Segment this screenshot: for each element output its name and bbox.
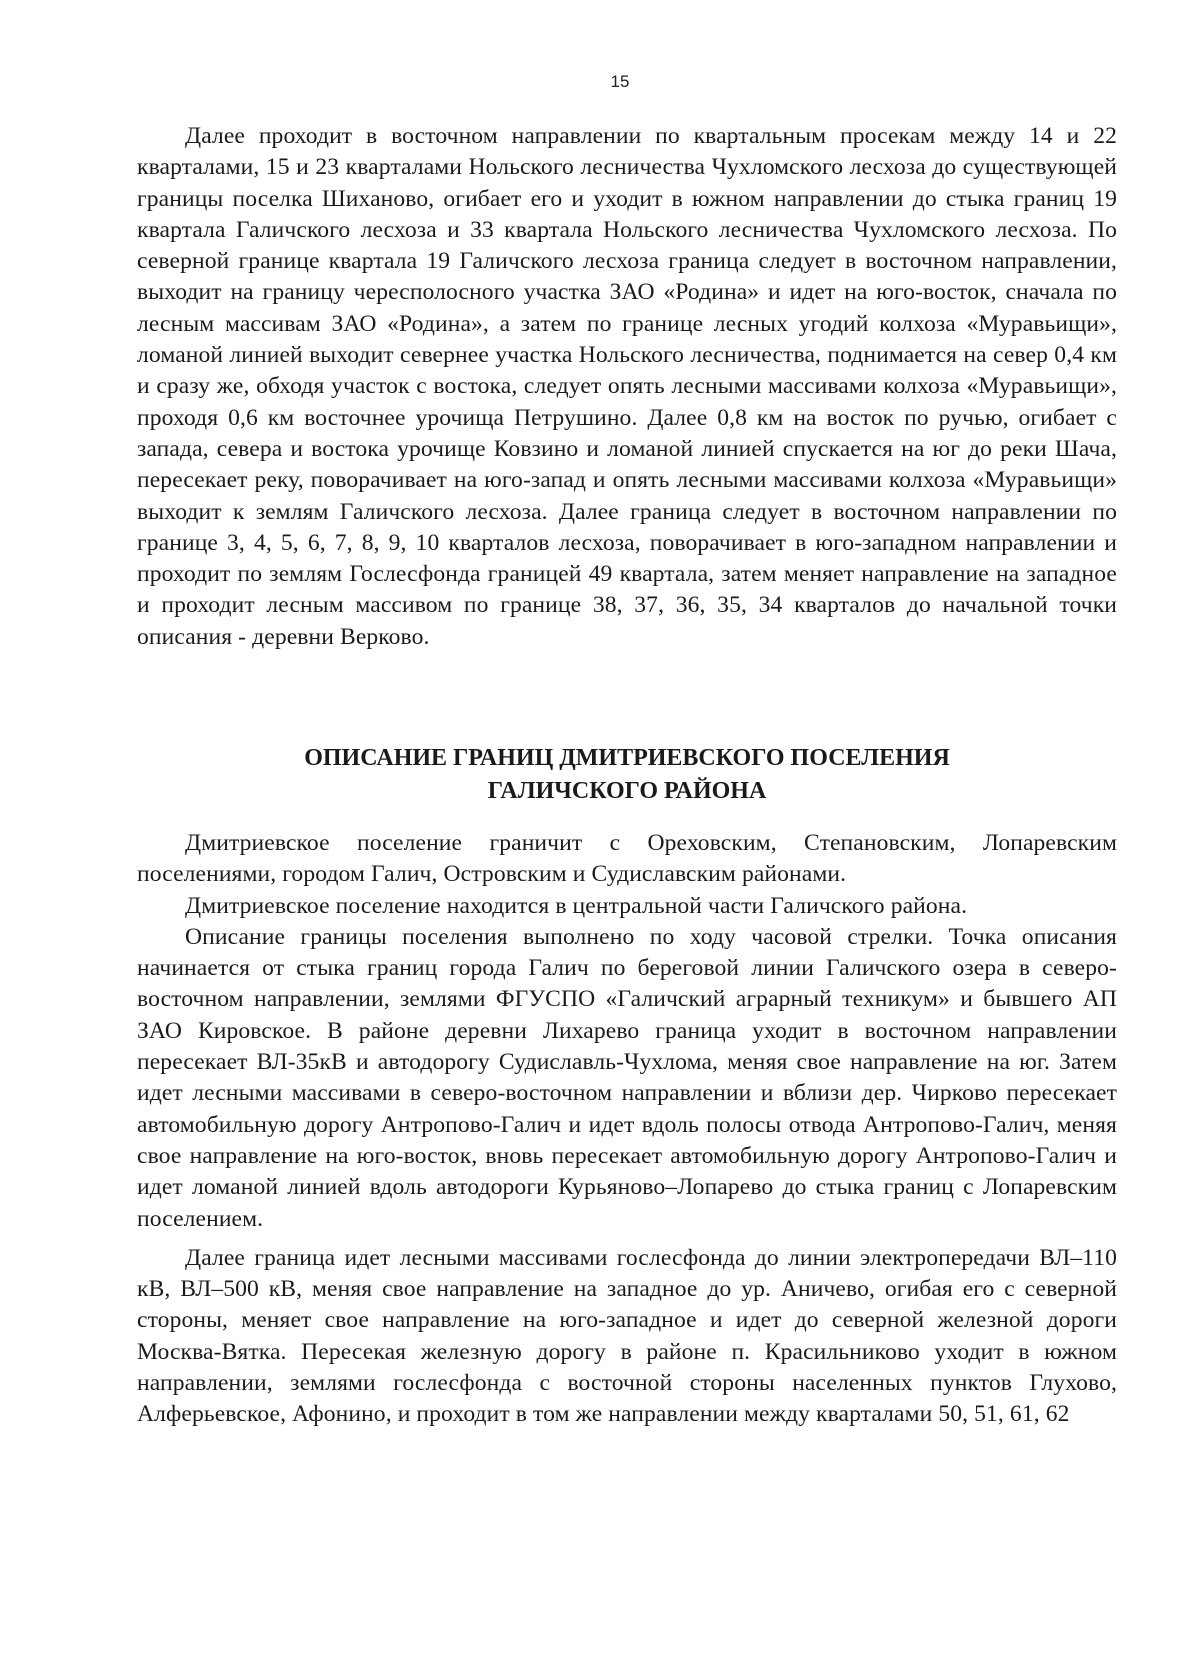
section-heading-line-1: ОПИСАНИЕ ГРАНИЦ ДМИТРИЕВСКОГО ПОСЕЛЕНИЯ (304, 745, 950, 771)
section-heading (137, 742, 1117, 808)
page-number: 15 (610, 72, 630, 91)
section-body (137, 828, 1117, 1431)
paragraph-boundary-start: Описание границы поселения выполнено по ходу часовой стрелки. Точка описания начинается от стыка границ города Галич по береговой линии Галичского озера в северо-восточном направлении, землями ФГУСПО «Галичский аграрный техникум» и бывшего АП ЗАО Кировское. В районе деревни Лихарево граница уходит в восточном направлении пересекает ВЛ-35кВ и автодорогу Судиславль-Чухлома, меняя свое направление на юг. Затем идет лесными массивами в северо-восточном направлении и вблизи дер. Чирково пересекает автомобильную дорогу Антропово-Галич и идет вдоль полосы отвода Антропово-Галич, меняя свое направление на юго-восток, вновь пересекает автомобильную дорогу Антропово-Галич и идет ломаной линией вдоль автодороги Курьяново–Лопарево до стыка границ с Лопаревским поселением. (137, 923, 1117, 1232)
continued-paragraph-block (137, 121, 1117, 653)
paragraph-boundary-continue: Далее граница идет лесными массивами гослесфонда до линии электропередачи ВЛ–110 кВ, ВЛ–500 кВ, меняя свое направление на западное до ур. Аничево, огибая его с северной стороны, меняет свое направление на юго-западное и идет до северной железной дороги Москва-Вятка. Пересекая железную дорогу в районе п. Красильниково уходит в южном направлении, землями гослесфонда с восточной стороны населенных пунктов Глухово, Алферьевское, Афонино, и проходит в том же направлении между кварталами 50, 51, 61, 62 (137, 1244, 1117, 1428)
continued-paragraph: Далее проходит в восточном направлении по квартальным просекам между 14 и 22 кварталами, 15 и 23 кварталами Нольского лесничества Чухломского лесхоза до существующей границы поселка Шиханово, огибает его и уходит в южном направлении до стыка границ 19 квартала Галичского лесхоза и 33 квартала Нольского лесничества Чухломского лесхоза. По северной границе квартала 19 Галичского лесхоза граница следует в восточном направлении, выходит на границу чересполосного участка ЗАО «Родина» и идет на юго-восток, сначала по лесным массивам ЗАО «Родина», а затем по границе лесных угодий колхоза «Муравьищи», ломаной линией выходит севернее участка Нольского лесничества, поднимается на север 0,4 км и сразу же, обходя участок с востока, следует опять лесными массивами колхоза «Муравьищи», проходя 0,6 км восточнее урочища Петрушино. Далее 0,8 км на восток по ручью, огибает с запада, севера и востока урочище Ковзино и ломаной линией спускается на юг до реки Шача, пересекает реку, поворачивает на юго-запад и опять лесными массивами колхоза «Муравьищи» выходит к землям Галичского лесхоза. Далее граница следует в восточном направлении по границе 3, 4, 5, 6, 7, 8, 9, 10 кварталов лесхоза, поворачивает в юго-западном направлении и проходит по землям Гослесфонда границей 49 квартала, затем меняет направление на западное и проходит лесным массивом по границе 38, 37, 36, 35, 34 кварталов до начальной точки описания - деревни Верково. (137, 123, 1117, 650)
paragraph-location: Дмитриевское поселение находится в центральной части Галичского района. (185, 892, 968, 919)
section-heading-line-2: ГАЛИЧСКОГО РАЙОНА (487, 778, 767, 804)
paragraph-neighbors: Дмитриевское поселение граничит с Ореховским, Степановским, Лопаревским поселениями, городом Галич, Островским и Судиславским районами. (137, 830, 1117, 888)
